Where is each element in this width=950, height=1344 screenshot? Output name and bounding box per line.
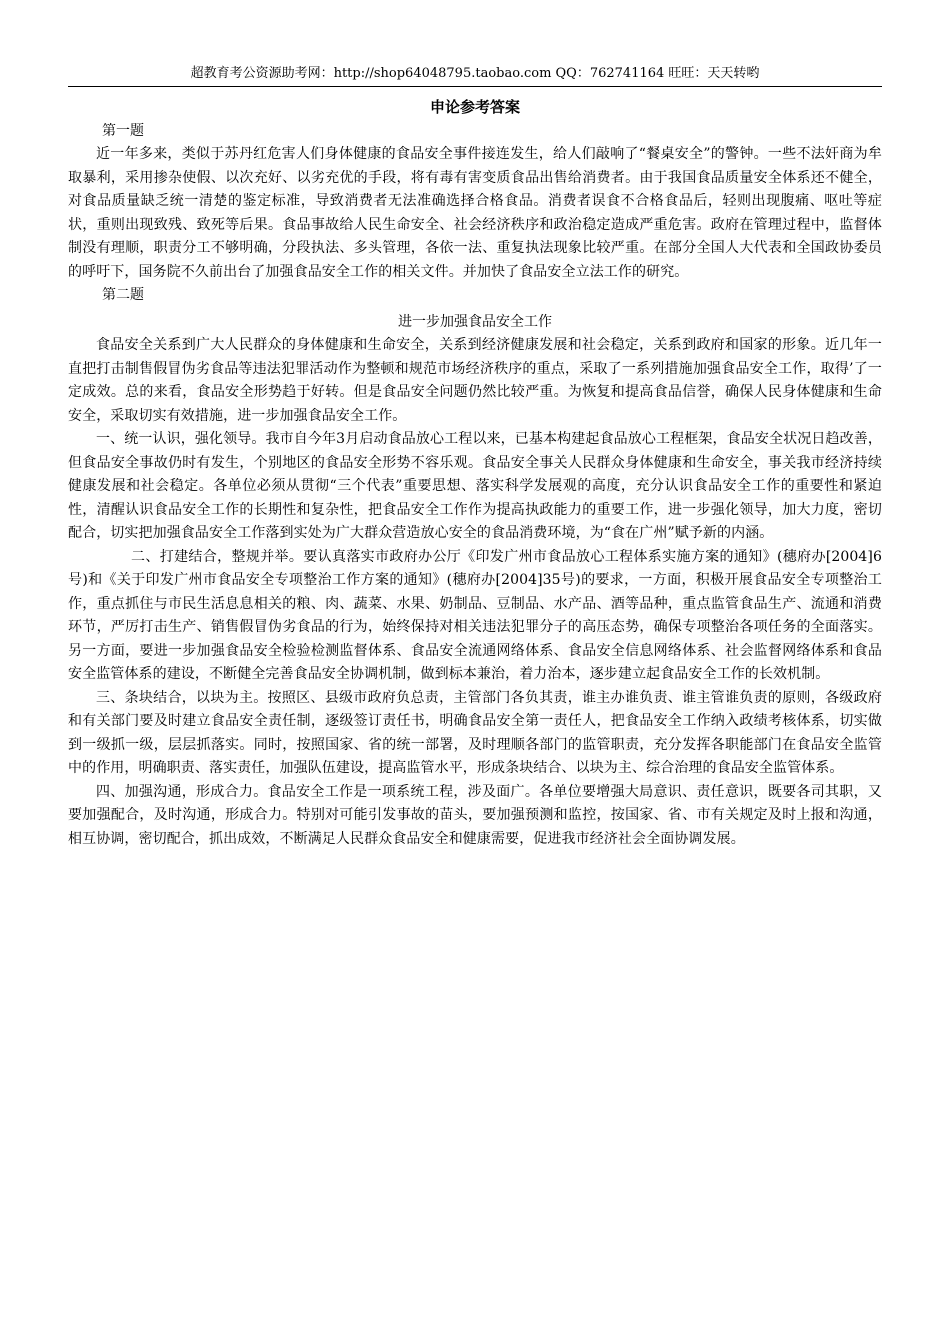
essay-point-4: 四、加强沟通，形成合力。食品安全工作是一项系统工程，涉及面广。各单位要增强大局意识、责任意识，既要各司其职，又要加强配合，及时沟通，形成合力。特别对可能引发事故的苗头，要加强预测和监控，按国家、省、市有关规定及时上报和沟通，相互协调，密切配合，抓出成效，不断满足人民群众食品安全和健康需要，促进我市经济社会全面协调发展。 bbox=[68, 783, 882, 847]
question-1-answer: 近一年多来，类似于苏丹红危害人们身体健康的食品安全事件接连发生，给人们敲响了“餐桌安全”的警钟。一些不法奸商为牟取暴利，采用掺杂使假、以次充好、以劣充优的手段，将有毒有害变质食品出售给消费者。由于我国食品质量安全体系还不健全，对食品质量缺乏统一清楚的鉴定标准，导致消费者无法准确选择合格食品。消费者误食不合格食品后，轻则出现腹痛、呕吐等症状，重则出现致残、致死等后果。食品事故给人民生命安全、社会经济秩序和政治稳定造成严重危害。政府在管理过程中，监督体制没有理顺，职责分工不够明确，分段执法、多头管理，各依一法、重复执法现象比较严重。在部分全国人大代表和全国政协委员的呼吁下，国务院不久前出台了加强食品安全工作的相关文件。并加快了食品安全立法工作的研究。 bbox=[68, 146, 882, 280]
document-body bbox=[68, 96, 882, 851]
essay-point-3: 三、条块结合，以块为主。按照区、县级市政府负总责，主管部门各负其责，谁主办谁负责、谁主管谁负责的原则，各级政府和有关部门要及时建立食品安全责任制，逐级签订责任书，明确食品安全第一责任人，把食品安全工作纳入政绩考核体系，切实做到一级抓一级，层层抓落实。同时，按照国家、省的统一部署，及时理顺各部门的监管职责，充分发挥各职能部门在食品安全监管中的作用，明确职责、落实责任，加强队伍建设，提高监管水平，形成条块结合、以块为主、综合治理的食品安全监管体系。 bbox=[68, 689, 882, 776]
essay-point-1: 一、统一认识，强化领导。我市自今年3月启动食品放心工程以来，已基本构建起食品放心工程框架，食品安全状况日趋改善，但食品安全事故仍时有发生，个别地区的食品安全形势不容乐观。食品安全事关人民群众身体健康和生命安全，事关我市经济持续健康发展和社会稳定。各单位必须从贯彻“三个代表”重要思想、落实科学发展观的高度，充分认识食品安全工作的重要性和紧迫性，清醒认识食品安全工作的长期性和复杂性，把食品安全工作作为提高执政能力的重要工作，进一步强化领导，加大力度，密切配合，切实把加强食品安全工作落到实处为广大群众营造放心安全的食品消费环境，为“食在广州”赋予新的内涵。 bbox=[68, 431, 882, 541]
essay-point-2: 二、打建结合，整规并举。要认真落实市政府办公厅《印发广州市食品放心工程体系实施方案的通知》(穗府办[2004]6号)和《关于印发广州市食品安全专项整治工作方案的通知》(穗府办[2004]35号)的要求，一方面，积极开展食品安全专项整治工作，重点抓住与市民生活息息相关的粮、肉、蔬菜、水果、奶制品、豆制品、水产品、酒等品种，重点监管食品生产、流通和消费环节，严厉打击生产、销售假冒伪劣食品的行为，始终保持对相关违法犯罪分子的高压态势，确保专项整治各项任务的全面落实。另一方面，要进一步加强食品安全检验检测监督体系、食品安全流通网络体系、食品安全信息网络体系、社会监督网络体系和食品安全监管体系的建设，不断健全完善食品安全协调机制，做到标本兼治，着力治本，逐步建立起食品安全工作的长效机制。 bbox=[68, 548, 882, 682]
question-1-label: 第一题 bbox=[102, 123, 144, 139]
essay-intro: 食品安全关系到广大人民群众的身体健康和生命安全，关系到经济健康发展和社会稳定，关系到政府和国家的形象。近几年一直把打击制售假冒伪劣食品等违法犯罪活动作为整顿和规范市场经济秩序的重点，采取了一系列措施加强食品安全工作，取得’了一定成效。总的来看，食品安全形势趋于好转。但是食品安全问题仍然比较严重。为恢复和提高食品信誉，确保人民身体健康和生命安全，采取切实有效措施，进一步加强食品安全工作。 bbox=[68, 337, 882, 424]
question-2-label: 第二题 bbox=[102, 287, 144, 303]
essay-title: 进一步加强食品安全工作 bbox=[398, 314, 552, 330]
page-header: 超教育考公资源助考网：http://shop64048795.taobao.com QQ：762741164 旺旺：天天转哟 bbox=[190, 66, 760, 81]
document-title: 申论参考答案 bbox=[429, 98, 520, 116]
header-divider bbox=[68, 86, 882, 87]
